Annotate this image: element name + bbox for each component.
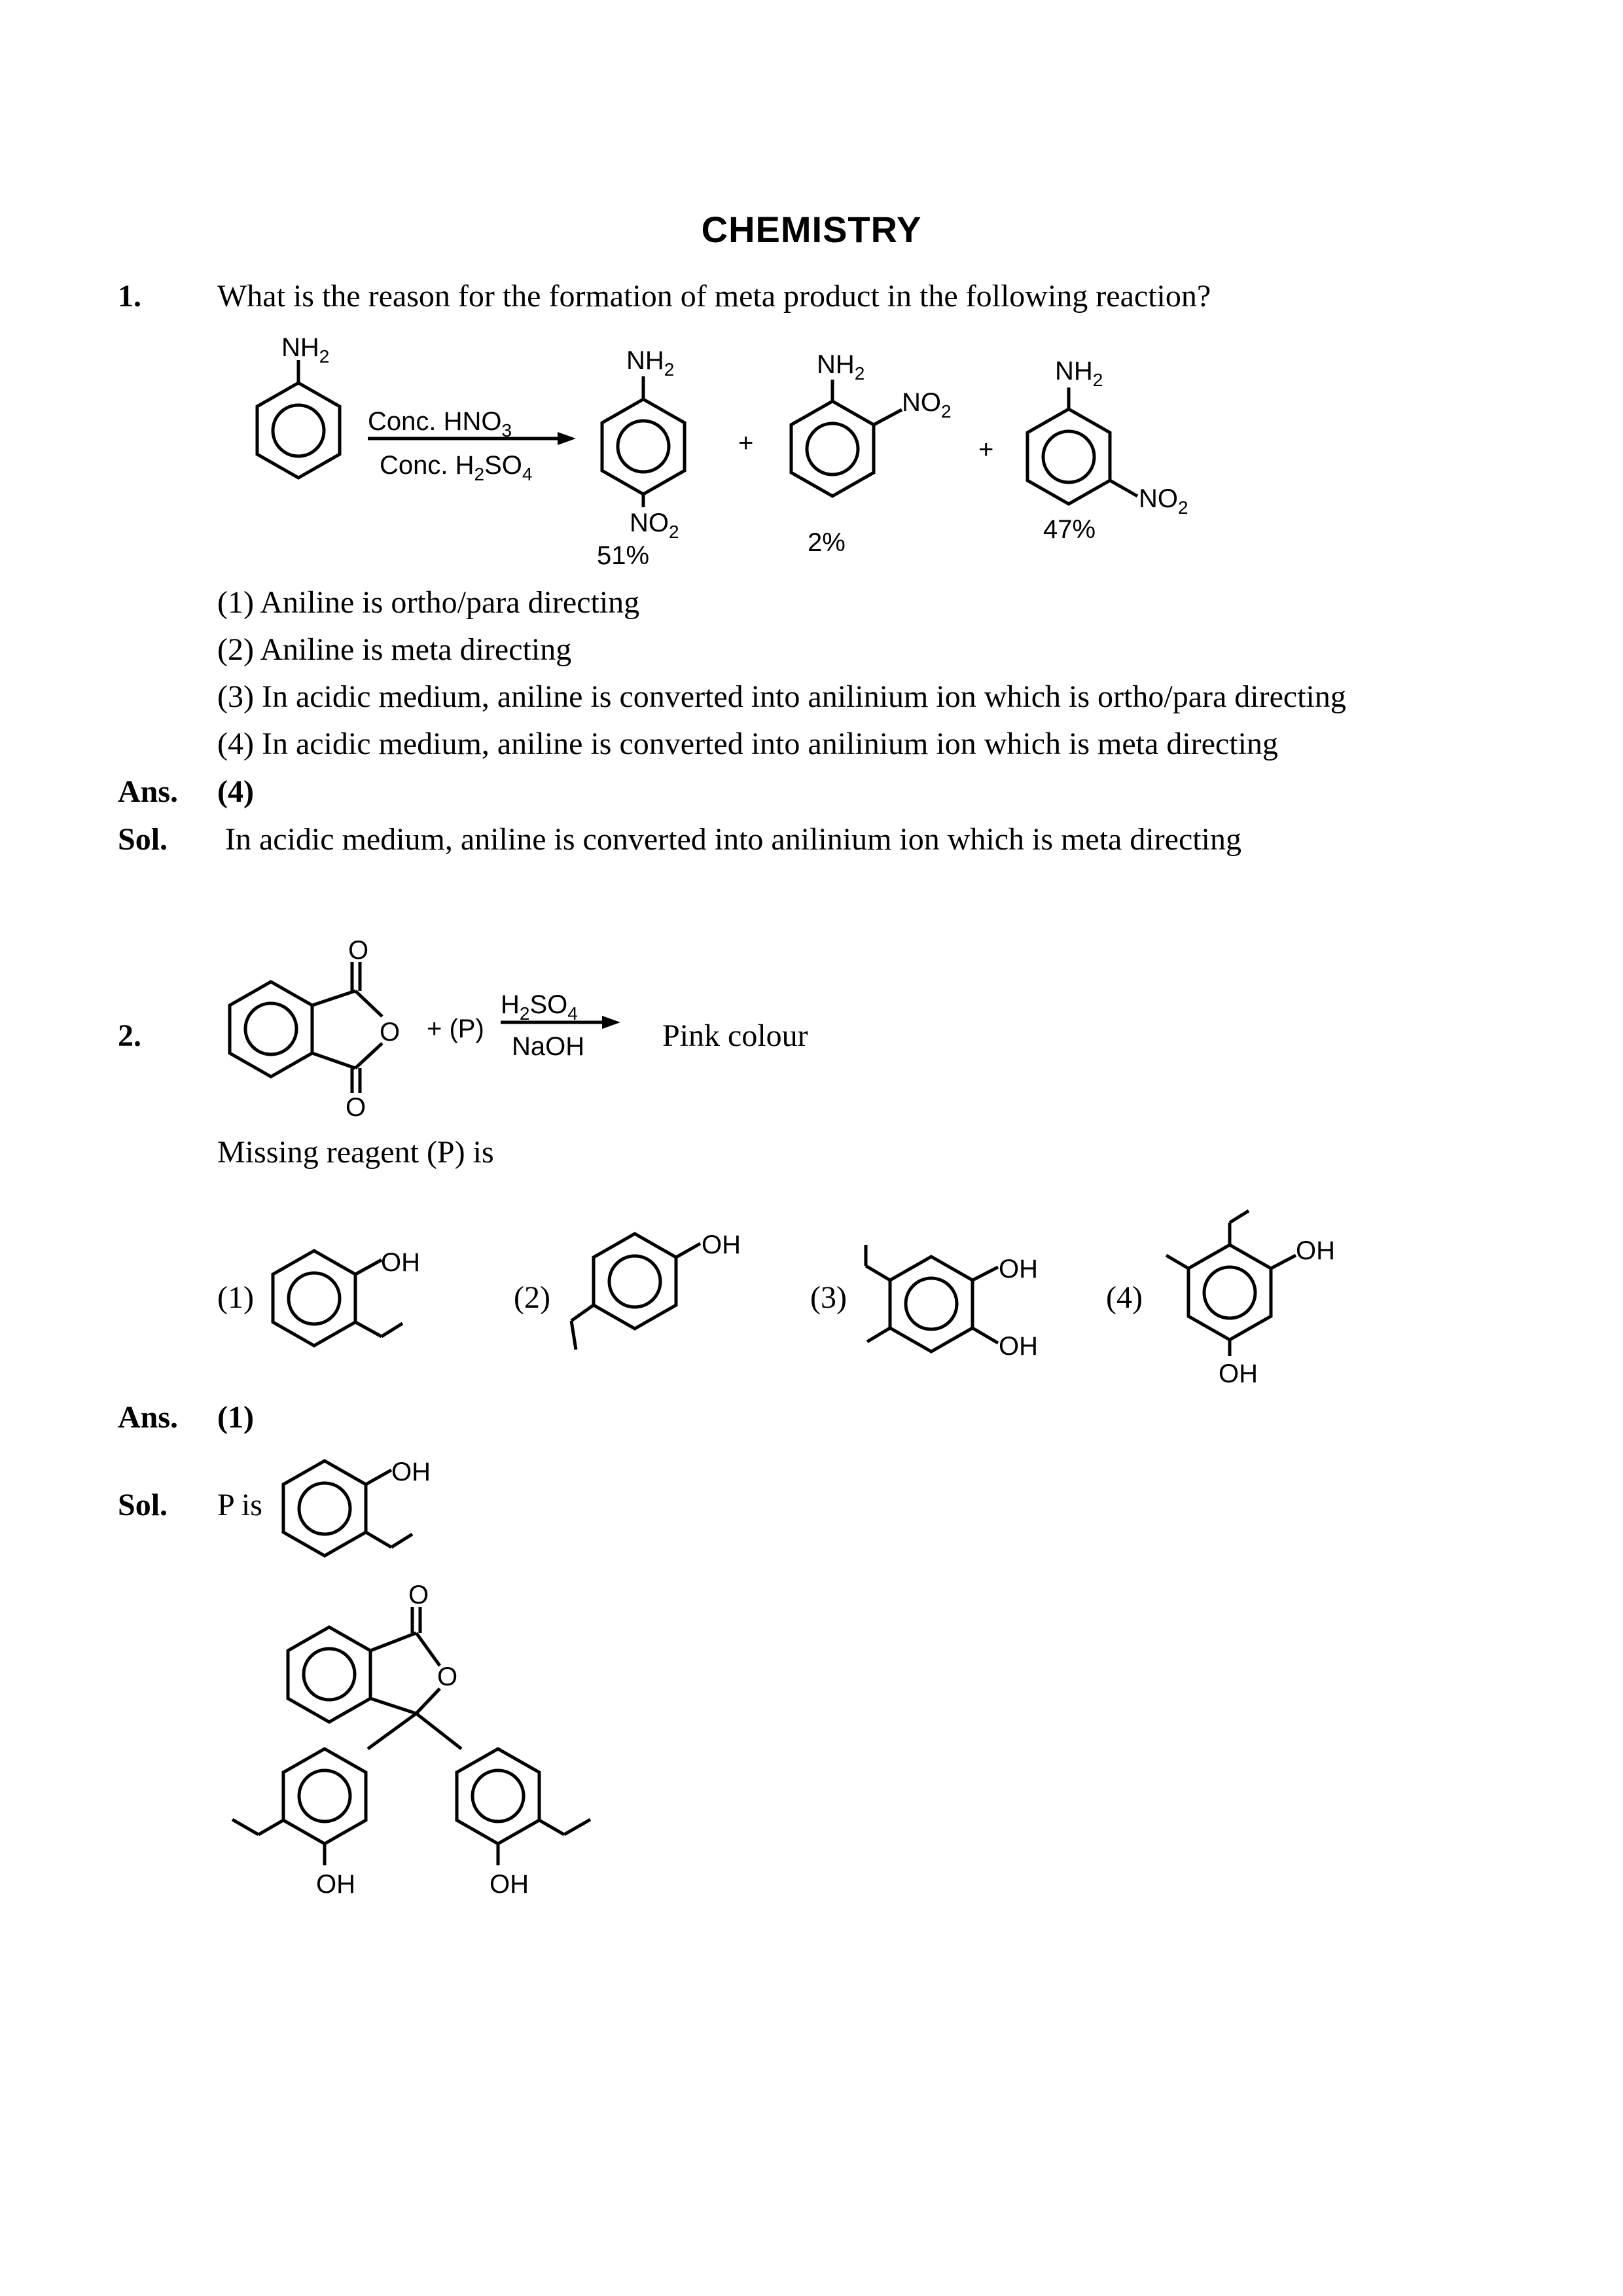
ortho-yield: 2% [808, 528, 846, 557]
para-nitroaniline-structure [602, 376, 685, 507]
reagent-naoh: NaOH [512, 1032, 585, 1061]
q2-option-1-label[interactable]: (1) [217, 1280, 254, 1315]
q2-answer-label: Ans. [118, 1400, 179, 1435]
phthalic-anhydride-reaction [0, 916, 1623, 1126]
plus-sign-1: + [738, 429, 754, 457]
aniline-structure [257, 360, 340, 478]
phthalein-oh-left: OH [316, 1870, 355, 1899]
reagent-conc-h2so4: Conc. $H_2SO_4$ [380, 451, 533, 484]
anhydride-oxygen-bottom: O [346, 1093, 366, 1122]
option-2-oh: OH [702, 1230, 741, 1259]
q1-solution-label: Sol. [118, 822, 168, 857]
q2-prompt: Missing reagent (P) is [217, 1135, 494, 1170]
anhydride-ring-oxygen: O [380, 1018, 401, 1047]
reagent-conc-hno3: Conc. $HNO_3$ [368, 407, 512, 440]
para-nh2-label: $NH_2$ [626, 346, 675, 380]
ortho-no2-label: $NO_2$ [902, 388, 952, 422]
question-1-number: 1. [118, 279, 141, 314]
q2-answer-value: (1) [217, 1400, 254, 1435]
phthalein-carbonyl-oxygen: O [408, 1581, 429, 1609]
q2-option-4-label[interactable]: (4) [1106, 1280, 1143, 1315]
q2-option-3-label[interactable]: (3) [810, 1280, 847, 1315]
question-2-number: 2. [118, 1018, 141, 1053]
meta-yield: 47% [1043, 515, 1096, 544]
aniline-nh2-label: $NH_2$ [281, 333, 330, 367]
ortho-nh2-label: $NH_2$ [817, 350, 865, 384]
meta-nitroaniline-structure [1027, 387, 1137, 504]
option-1-oh: OH [381, 1248, 420, 1277]
meta-no2-label: $NO_2$ [1139, 484, 1188, 518]
option-3-oh-bottom: OH [999, 1332, 1038, 1361]
page-title: CHEMISTRY [701, 209, 922, 250]
phthalein-product-structure [232, 1607, 590, 1865]
q2-solution-text: P is [217, 1488, 262, 1522]
q1-solution-text: In acidic medium, aniline is converted into anilinium ion which is meta directing [225, 822, 1241, 857]
reagent-h2so4: $H_2SO_4$ [501, 990, 578, 1024]
option-4-oh-top: OH [1296, 1236, 1335, 1265]
q2-option-2-label[interactable]: (2) [514, 1280, 550, 1315]
meta-nh2-label: $NH_2$ [1055, 357, 1103, 390]
phthalein-ring-oxygen: O [437, 1662, 458, 1691]
anhydride-oxygen-top: O [348, 936, 369, 965]
option-3-substituted-catechol [866, 1245, 998, 1352]
q1-answer-label: Ans. [118, 774, 179, 809]
q1-option-4[interactable]: (4) In acidic medium, aniline is converted into anilinium ion which is meta directing [217, 726, 1278, 761]
q2-option-structures [0, 1178, 1623, 1388]
option-4-substituted-phenol [1166, 1211, 1296, 1356]
phthalic-anhydride-structure [230, 962, 382, 1093]
aniline-nitration-reaction [0, 321, 1623, 583]
solution-structures [0, 1427, 1623, 1924]
q2-solution-label: Sol. [118, 1488, 168, 1522]
para-no2-label: $NO_2$ [630, 509, 679, 542]
q1-option-2[interactable]: (2) Aniline is meta directing [217, 632, 572, 667]
option-4-oh-bottom: OH [1219, 1359, 1258, 1388]
solution-p-oh: OH [391, 1458, 431, 1486]
option-3-oh-top: OH [999, 1255, 1038, 1283]
option-2-4-ethylphenol [571, 1234, 700, 1350]
plus-p-label: + (P) [427, 1014, 484, 1043]
para-yield: 51% [597, 541, 650, 570]
product-pink-colour: Pink colour [662, 1018, 808, 1053]
ortho-nitroaniline-structure [791, 380, 902, 496]
q1-option-3[interactable]: (3) In acidic medium, aniline is converted into anilinium ion which is ortho/para directing [217, 679, 1346, 714]
q1-option-1[interactable]: (1) Aniline is ortho/para directing [217, 585, 640, 620]
q1-answer-value: (4) [217, 774, 254, 809]
question-1-text: What is the reason for the formation of meta product in the following reaction? [217, 279, 1211, 314]
plus-sign-2: + [978, 435, 994, 464]
phthalein-oh-right: OH [490, 1870, 529, 1899]
